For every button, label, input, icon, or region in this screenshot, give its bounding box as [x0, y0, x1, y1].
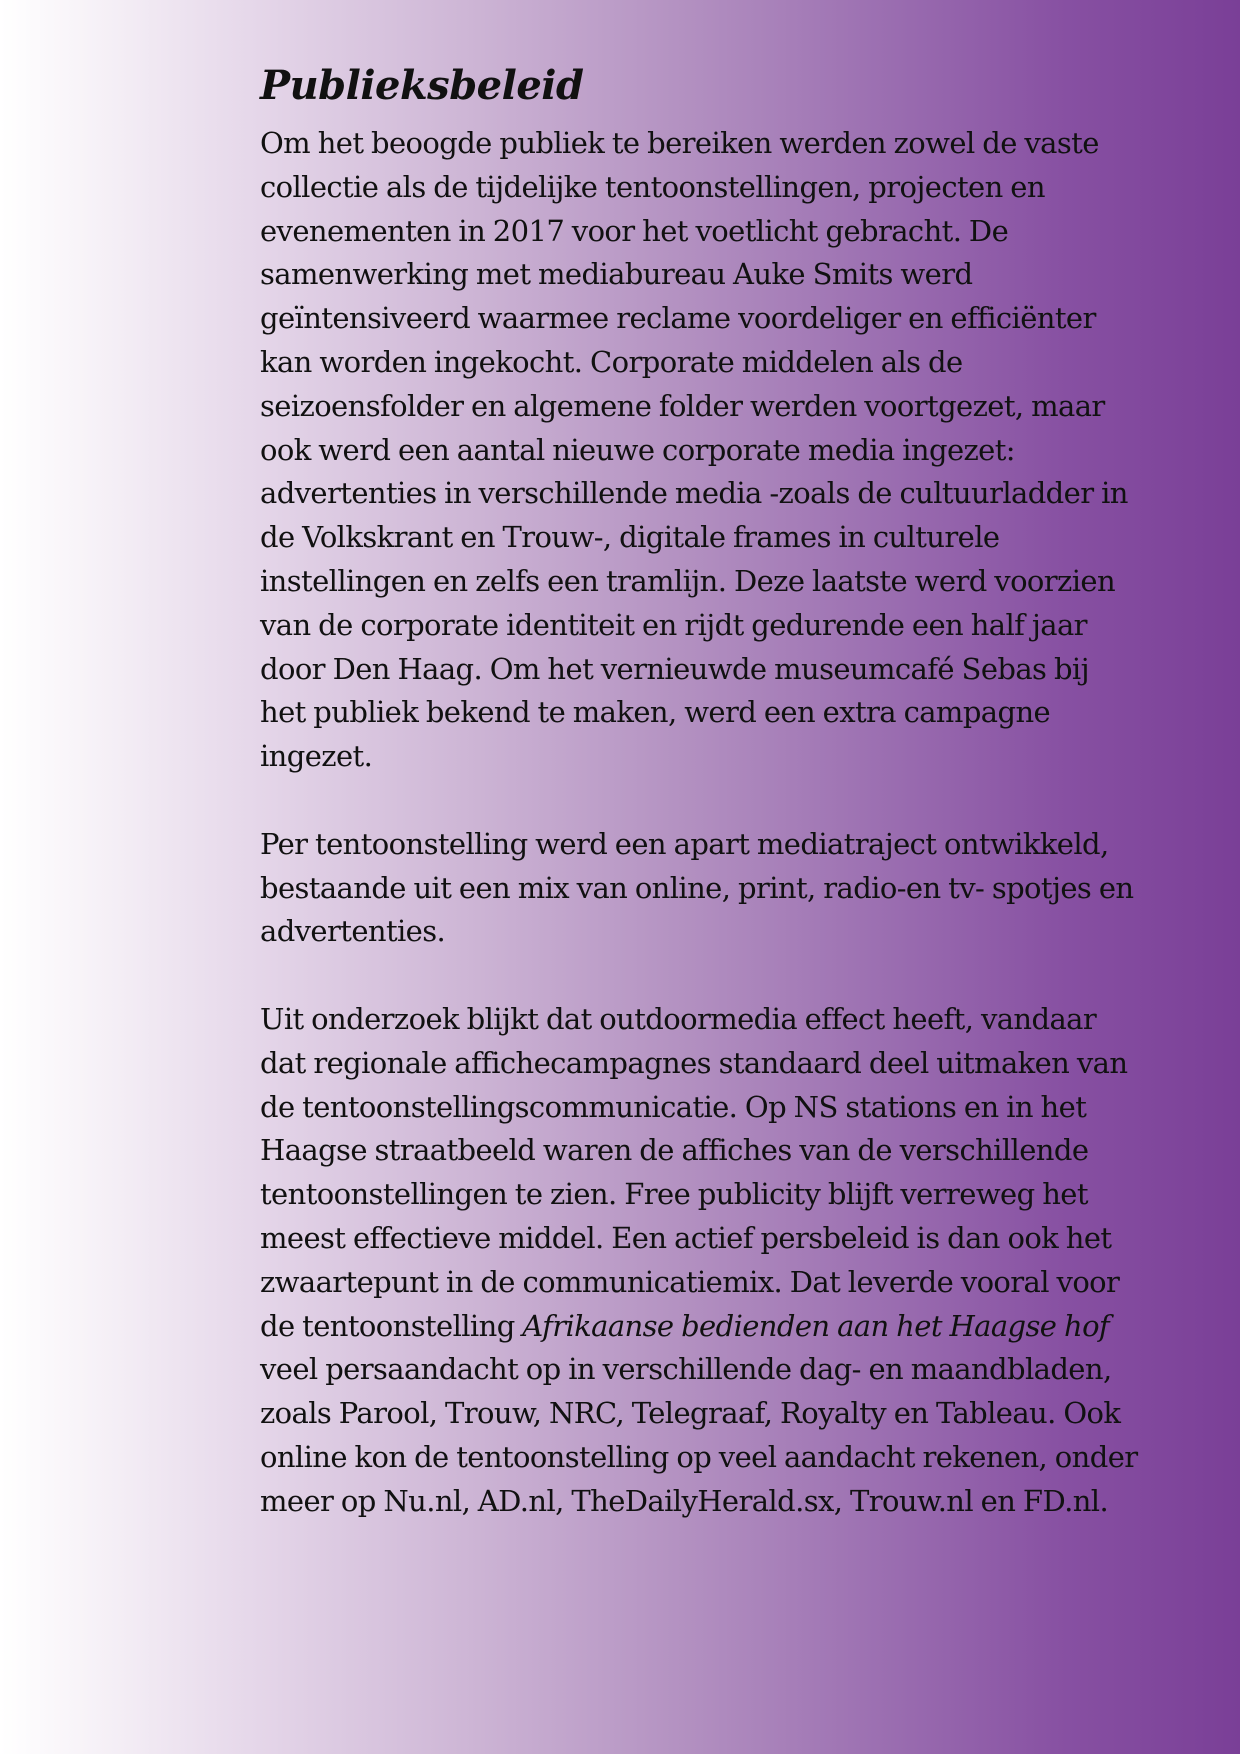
section-heading: Publieksbeleid: [260, 62, 584, 109]
paragraph-text-after-title: veel persaandacht op in verschillende dag- en maandbladen, zoals Parool, Trouw, NRC, Telegraaf, Royalty en Tableau. Ook online kon de tentoonstelling op veel aandacht rekenen, onder meer op Nu.nl, AD.nl, TheDailyHerald.sx, Trouw.nl en FD.nl.: [260, 1352, 1138, 1518]
paragraph-spacer: [260, 954, 1140, 998]
paragraph-outdoor-and-press: [260, 998, 1140, 1524]
exhibition-title: Afrikaanse bedienden aan het Haagse hof: [522, 1308, 1110, 1343]
paragraph-spacer: [260, 779, 1140, 823]
article-body: [260, 62, 1140, 1524]
paragraph-media-trajectory: Per tentoonstelling werd een apart mediatraject ontwikkeld, bestaande uit een mix van online, print, radio-en tv- spotjes en advertenties.: [260, 826, 1134, 949]
paragraph-text-before-title: Uit onderzoek blijkt dat outdoormedia effect heeft, vandaar dat regionale affichecampagnes standaard deel uitmaken van de tentoonstellingscommunicatie. Op NS stations en in het Haagse straatbeeld waren de affiches van de verschillende tentoonstellingen te zien. Free publicity blijft verreweg het meest effectieve middel. Een actief persbeleid is dan ook het zwaartepunt in de communicatiemix. Dat leverde vooral voor de tentoonstelling: [260, 1001, 1128, 1343]
paragraph-media-campaigns: Om het beoogde publiek te bereiken werden zowel de vaste collectie als de tijdelijke tentoonstellingen, projecten en evenementen in 2017 voor het voetlicht gebracht. De samenwerking met mediabureau Auke Smits werd geïntensiveerd waarmee reclame voordeliger en efficiënter kan worden ingekocht. Corporate middelen als de seizoensfolder en algemene folder werden voortgezet, maar ook werd een aantal nieuwe corporate media ingezet: advertenties in verschillende media -zoals de cultuurladder in de Volkskrant en Trouw-, digitale frames in culturele instellingen en zelfs een tramlijn. Deze laatste werd voorzien van de corporate identiteit en rijdt gedurende een half jaar door Den Haag. Om het vernieuwde museumcafé Sebas bij het publiek bekend te maken, werd een extra campagne ingezet.: [260, 126, 1128, 774]
